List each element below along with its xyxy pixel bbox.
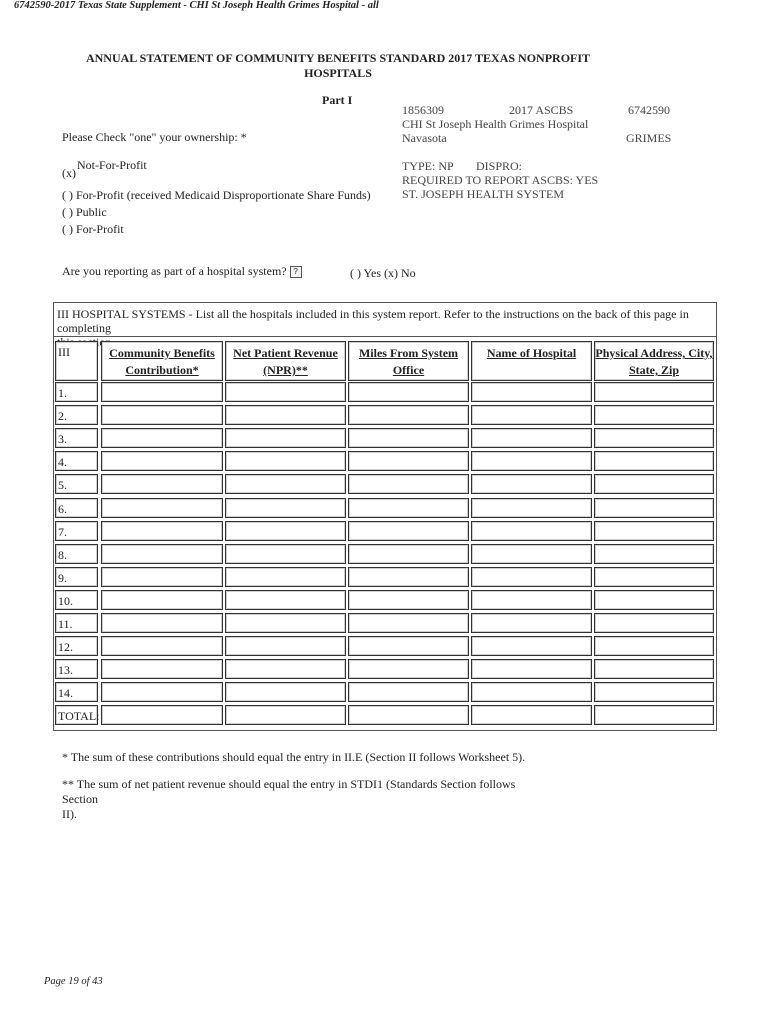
row-label: 11. xyxy=(58,617,73,631)
hospital-name-input[interactable] xyxy=(471,682,592,702)
health-system-name: ST. JOSEPH HEALTH SYSTEM xyxy=(402,187,565,201)
row-label-cell xyxy=(55,521,98,541)
hospital-name-input[interactable] xyxy=(471,451,592,471)
row-label-cell xyxy=(55,659,98,679)
note-npr-line1: ** The sum of net patient revenue should equal the entry in STDI1 (Standards Section follows Section xyxy=(62,777,516,806)
address-input[interactable] xyxy=(594,382,714,402)
hospital-name-input[interactable] xyxy=(471,613,592,633)
address-input[interactable] xyxy=(594,659,714,679)
header-community-benefits xyxy=(102,345,222,379)
header-address-line1: Physical Address, City, xyxy=(595,346,713,360)
row-label: 12. xyxy=(58,640,73,654)
hospital-type: TYPE: NP xyxy=(402,159,454,173)
header-cell-net-patient-revenue xyxy=(225,341,346,381)
community-benefits-input[interactable] xyxy=(101,544,223,564)
row-label-cell xyxy=(55,682,98,702)
hospital-name-input[interactable] xyxy=(471,405,592,425)
part-heading: Part I xyxy=(322,93,353,107)
miles-input[interactable] xyxy=(348,705,469,725)
address-input[interactable] xyxy=(594,705,714,725)
header-cell-iii xyxy=(55,341,98,381)
row-label: 10. xyxy=(58,594,73,608)
row-label: 2. xyxy=(58,409,67,423)
header-community-benefits-line1: Community Benefits xyxy=(109,346,215,360)
hospital-number: 6742590 xyxy=(628,103,670,117)
hospital-name-input[interactable] xyxy=(471,705,592,725)
header-cell-hospital-name xyxy=(471,341,592,381)
header-miles-line2: Office xyxy=(392,363,425,377)
miles-input[interactable] xyxy=(348,474,469,494)
row-label-cell xyxy=(55,428,98,448)
row-label: TOTAL: xyxy=(58,709,100,723)
npr-input[interactable] xyxy=(225,405,346,425)
community-benefits-input[interactable] xyxy=(101,521,223,541)
row-label: 7. xyxy=(58,525,67,539)
header-miles-from-office xyxy=(349,345,468,379)
community-benefits-input[interactable] xyxy=(101,682,223,702)
hospital-name: CHI St Joseph Health Grimes Hospital xyxy=(402,117,589,131)
note-npr-line2: II). xyxy=(62,807,77,821)
address-input[interactable] xyxy=(594,544,714,564)
miles-input[interactable] xyxy=(348,659,469,679)
system-question-text: Are you reporting as part of a hospital system? xyxy=(62,264,287,278)
running-header: 6742590-2017 Texas State Supplement - CHI St Joseph Health Grimes Hospital - all xyxy=(14,0,379,11)
systems-description-line1: III HOSPITAL SYSTEMS - List all the hospitals included in this system report. Refer to the instructions on the back of this page in completing xyxy=(57,307,689,335)
npr-input[interactable] xyxy=(225,451,346,471)
header-miles-line1: Miles From System xyxy=(358,346,459,360)
hospital-name-input[interactable] xyxy=(471,659,592,679)
program-code: 2017 ASCBS xyxy=(509,103,574,117)
row-label-cell xyxy=(55,405,98,425)
npr-input[interactable] xyxy=(225,636,346,656)
row-label-cell xyxy=(55,613,98,633)
hospital-name-input[interactable] xyxy=(471,382,592,402)
row-label-cell xyxy=(55,590,98,610)
header-npr-line1: Net Patient Revenue xyxy=(233,346,338,360)
page-number: Page 19 of 43 xyxy=(44,976,103,987)
header-net-patient-revenue xyxy=(226,345,345,379)
hospital-name-input[interactable] xyxy=(471,636,592,656)
ownership-option-public[interactable]: ( ) Public xyxy=(62,205,107,219)
section-divider xyxy=(54,336,716,337)
row-label: 1. xyxy=(58,386,67,400)
miles-input[interactable] xyxy=(348,682,469,702)
community-benefits-input[interactable] xyxy=(101,382,223,402)
hospital-name-input[interactable] xyxy=(471,544,592,564)
hospital-county: GRIMES xyxy=(626,131,672,145)
community-benefits-input[interactable] xyxy=(101,636,223,656)
address-input[interactable] xyxy=(594,590,714,610)
row-label-cell xyxy=(55,451,98,471)
npr-input[interactable] xyxy=(225,682,346,702)
form-title xyxy=(60,51,616,81)
community-benefits-input[interactable] xyxy=(101,590,223,610)
note-contributions: * The sum of these contributions should equal the entry in II.E (Section II follows Worksheet 5). xyxy=(62,750,526,764)
header-cell-community-benefits xyxy=(101,341,223,381)
header-hospital-name-line1: Name of Hospital xyxy=(486,346,577,360)
miles-input[interactable] xyxy=(348,590,469,610)
miles-input[interactable] xyxy=(348,451,469,471)
row-label: 4. xyxy=(58,455,67,469)
row-label: 13. xyxy=(58,663,73,677)
address-input[interactable] xyxy=(594,682,714,702)
hospital-name-input[interactable] xyxy=(471,474,592,494)
help-icon[interactable]: ? xyxy=(290,266,302,278)
row-label-cell xyxy=(55,382,98,402)
header-npr-line2: (NPR)** xyxy=(263,363,308,377)
row-label-cell xyxy=(55,474,98,494)
ownership-question: Please Check "one" your ownership: * xyxy=(62,130,247,144)
community-benefits-input[interactable] xyxy=(101,613,223,633)
hospital-city: Navasota xyxy=(402,131,447,145)
form-title-line1: ANNUAL STATEMENT OF COMMUNITY BENEFITS STANDARD 2017 TEXAS NONPROFIT xyxy=(85,51,591,65)
header-cell-address xyxy=(594,341,714,381)
address-input[interactable] xyxy=(594,428,714,448)
system-question xyxy=(62,264,302,278)
address-input[interactable] xyxy=(594,474,714,494)
community-benefits-input[interactable] xyxy=(101,428,223,448)
row-label: 14. xyxy=(58,686,73,700)
row-label: 6. xyxy=(58,502,67,516)
hospital-name-input[interactable] xyxy=(471,590,592,610)
row-label-cell xyxy=(55,567,98,587)
header-name-of-hospital xyxy=(472,345,591,362)
row-label: 3. xyxy=(58,432,67,446)
community-benefits-input[interactable] xyxy=(101,705,223,725)
address-input[interactable] xyxy=(594,567,714,587)
community-benefits-input[interactable] xyxy=(101,405,223,425)
miles-input[interactable] xyxy=(348,613,469,633)
npr-input[interactable] xyxy=(225,659,346,679)
npr-input[interactable] xyxy=(225,544,346,564)
npr-input[interactable] xyxy=(225,474,346,494)
community-benefits-input[interactable] xyxy=(101,451,223,471)
npr-input[interactable] xyxy=(225,567,346,587)
address-input[interactable] xyxy=(594,451,714,471)
npr-input[interactable] xyxy=(225,498,346,518)
community-benefits-input[interactable] xyxy=(101,498,223,518)
hospital-name-input[interactable] xyxy=(471,567,592,587)
address-input[interactable] xyxy=(594,521,714,541)
hospital-name-input[interactable] xyxy=(471,428,592,448)
ownership-option-forprofit-dsh[interactable]: ( ) For-Profit (received Medicaid Disproportionate Share Funds) xyxy=(62,188,371,202)
form-title-line2: HOSPITALS xyxy=(304,66,372,80)
ownership-option-nonprofit[interactable]: Not-For-Profit xyxy=(77,158,147,172)
npr-input[interactable] xyxy=(225,613,346,633)
miles-input[interactable] xyxy=(348,382,469,402)
row-label-cell xyxy=(55,498,98,518)
hospital-id: 1856309 xyxy=(402,103,444,117)
miles-input[interactable] xyxy=(348,544,469,564)
header-physical-address xyxy=(595,345,713,379)
community-benefits-input[interactable] xyxy=(101,567,223,587)
miles-input[interactable] xyxy=(348,636,469,656)
miles-input[interactable] xyxy=(348,567,469,587)
miles-input[interactable] xyxy=(348,498,469,518)
community-benefits-input[interactable] xyxy=(101,474,223,494)
header-community-benefits-line2: Contribution* xyxy=(125,363,199,377)
ownership-selected-mark[interactable]: (x) xyxy=(62,166,76,180)
header-address-line2: State, Zip xyxy=(628,363,679,377)
npr-input[interactable] xyxy=(225,521,346,541)
header-cell-miles xyxy=(348,341,469,381)
npr-input[interactable] xyxy=(225,382,346,402)
address-input[interactable] xyxy=(594,636,714,656)
address-input[interactable] xyxy=(594,613,714,633)
row-label: 9. xyxy=(58,571,67,585)
npr-input[interactable] xyxy=(225,590,346,610)
address-input[interactable] xyxy=(594,405,714,425)
address-input[interactable] xyxy=(594,498,714,518)
row-label: 5. xyxy=(58,478,67,492)
hospital-name-input[interactable] xyxy=(471,521,592,541)
row-label-cell xyxy=(55,636,98,656)
npr-input[interactable] xyxy=(225,428,346,448)
system-answer[interactable]: ( ) Yes (x) No xyxy=(350,266,416,280)
community-benefits-input[interactable] xyxy=(101,659,223,679)
ownership-option-forprofit[interactable]: ( ) For-Profit xyxy=(62,222,124,236)
dispro-label: DISPRO: xyxy=(476,159,523,173)
miles-input[interactable] xyxy=(348,428,469,448)
row-label-cell xyxy=(55,705,98,725)
miles-input[interactable] xyxy=(348,521,469,541)
header-label-iii: III xyxy=(58,345,70,359)
npr-input[interactable] xyxy=(225,705,346,725)
note-net-patient-revenue xyxy=(62,777,542,822)
miles-input[interactable] xyxy=(348,405,469,425)
required-to-report: REQUIRED TO REPORT ASCBS: YES xyxy=(402,173,599,187)
hospital-name-input[interactable] xyxy=(471,498,592,518)
row-label-cell xyxy=(55,544,98,564)
row-label: 8. xyxy=(58,548,67,562)
